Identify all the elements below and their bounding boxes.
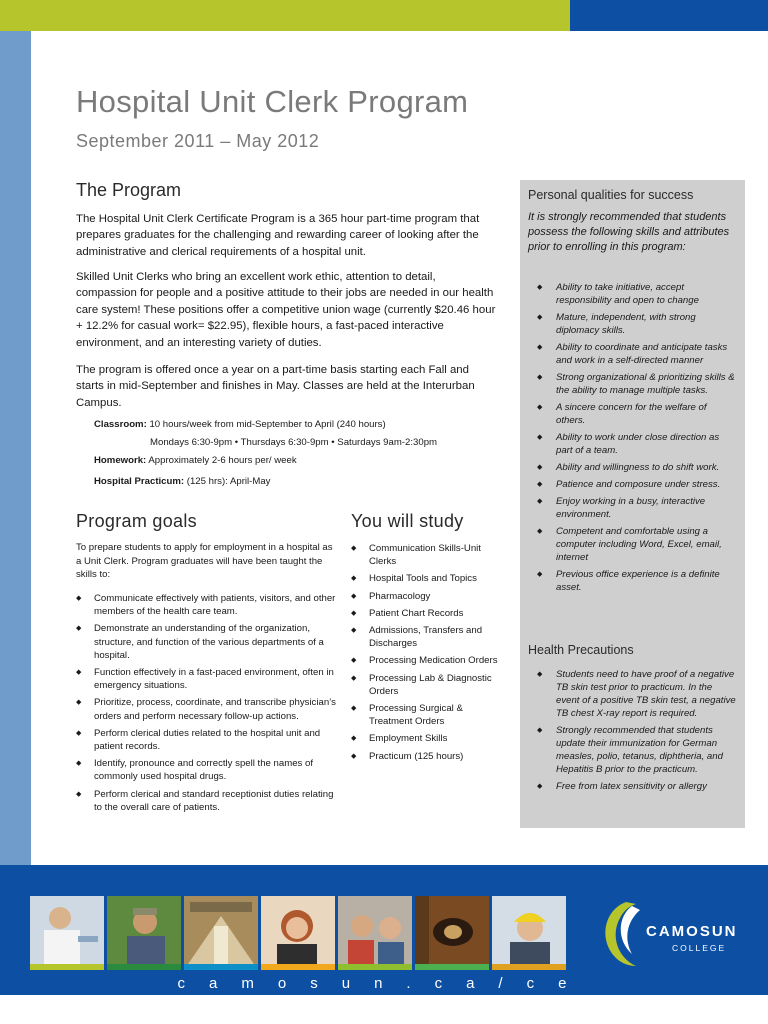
homework-value: Approximately 2-6 hours per/ week	[148, 455, 297, 466]
photo-color-bar	[338, 964, 412, 970]
top-blue-band	[570, 0, 768, 31]
list-item: ◆ Processing Lab & Diagnostic Orders	[351, 672, 501, 698]
goals-intro: To prepare students to apply for employment in a hospital as a Unit Clerk. Program graduates will have been taught the skills to:	[76, 542, 333, 581]
list-item: ◆ Mature, independent, with strong diplomacy skills.	[537, 311, 737, 337]
photo-nurse-lab	[30, 896, 104, 970]
list-item: ◆ Ability to work under close direction as part of a team.	[537, 431, 737, 457]
list-item: ◆ Perform clerical and standard receptionist duties relating to the overall care of patients.	[76, 788, 338, 814]
list-item: ◆ Perform clerical duties related to the hospital unit and patient records.	[76, 727, 338, 753]
list-item: ◆ Processing Surgical & Treatment Orders	[351, 702, 501, 728]
photo-couple	[338, 896, 412, 970]
photo-carving-image	[415, 896, 489, 970]
goals-list	[76, 592, 338, 818]
logo-name: CAMOSUN	[646, 923, 738, 940]
qualities-intro: It is strongly recommended that students possess the following skills and attributes prior to enrolling in this program:	[528, 211, 730, 253]
page-title: Hospital Unit Clerk Program	[76, 84, 469, 119]
list-item: ◆ Employment Skills	[351, 732, 501, 745]
list-item: ◆ Competent and comfortable using a computer including Word, Excel, email, internet	[537, 525, 737, 564]
photo-smiling-woman-image	[261, 896, 335, 970]
list-item: ◆ Hospital Tools and Topics	[351, 572, 501, 585]
photo-atrium-image	[184, 896, 258, 970]
list-item: ◆ Pharmacology	[351, 590, 501, 603]
logo-sub: COLLEGE	[672, 943, 727, 953]
list-item: ◆ Strong organizational & prioritizing skills & the ability to manage multiple tasks.	[537, 371, 737, 397]
list-item: ◆ Function effectively in a fast-paced environment, often in emergency situations.	[76, 666, 338, 692]
camosun-swoosh-icon	[596, 896, 756, 970]
program-paragraph-1: The Hospital Unit Clerk Certificate Program is a 365 hour part-time program that prepares graduates for the challenging and rewarding career of looking after the administrative and clerical requirements of a hospital unit.	[76, 213, 480, 258]
schedule-days: Mondays 6:30-9pm • Thursdays 6:30-9pm • Saturdays 9am-2:30pm	[150, 437, 438, 448]
list-item: ◆ Practicum (125 hours)	[351, 750, 501, 763]
classroom-value: 10 hours/week from mid-September to April (240 hours)	[149, 419, 386, 430]
photo-smiling-woman	[261, 896, 335, 970]
list-item: ◆ Free from latex sensitivity or allergy	[537, 780, 737, 793]
photo-color-bar	[184, 964, 258, 970]
list-item: ◆ Strongly recommended that students update their immunization for German measles, polio, tetanus, diphtheria, and Hepatitis B prior to the practicum.	[537, 724, 737, 776]
health-list	[537, 668, 737, 797]
photo-color-bar	[30, 964, 104, 970]
program-paragraph-2: Skilled Unit Clerks who bring an excellent work ethic, attention to detail, compassion for people and a positive attitude to their jobs are needed in our health care system! These positions offer a competitive union wage (currently $20.46 hour + 12.2% for casual work= $22.95), flexible hours, a fast-paced interactive environment, and an interesting variety of duties.	[76, 271, 496, 349]
list-item: ◆ A sincere concern for the welfare of others.	[537, 401, 737, 427]
list-item: ◆ Demonstrate an understanding of the organization, structure, and function of the various departments of a hospital.	[76, 622, 338, 662]
photo-color-bar	[107, 964, 181, 970]
list-item: ◆ Ability and willingness to do shift work.	[537, 461, 737, 474]
schedule-classroom	[94, 418, 386, 431]
top-green-band	[0, 0, 570, 31]
photo-outdoor-worker-image	[107, 896, 181, 970]
photo-outdoor-worker	[107, 896, 181, 970]
photo-strip	[30, 896, 566, 970]
homework-label: Homework:	[94, 455, 147, 466]
photo-couple-image	[338, 896, 412, 970]
study-heading: You will study	[351, 511, 464, 531]
list-item: ◆ Communication Skills-Unit Clerks	[351, 542, 501, 568]
qualities-heading: Personal qualities for success	[528, 188, 694, 202]
photo-carving	[415, 896, 489, 970]
classroom-label: Classroom:	[94, 419, 147, 430]
list-item: ◆ Identify, pronounce and correctly spell the names of commonly used hospital drugs.	[76, 757, 338, 783]
practicum-value: (125 hrs): April-May	[186, 476, 271, 487]
list-item: ◆ Ability to coordinate and anticipate tasks and work in a self-directed manner	[537, 341, 737, 367]
list-item: ◆ Communicate effectively with patients, visitors, and other members of the health care team.	[76, 592, 338, 618]
list-item: ◆ Enjoy working in a busy, interactive environment.	[537, 495, 737, 521]
list-item: ◆ Ability to take initiative, accept responsibility and open to change	[537, 281, 737, 307]
program-paragraph-3: The program is offered once a year on a part-time basis starting each Fall and starts in mid-September and finishes in May. Classes are held at the Interurban Campus.	[76, 364, 475, 409]
camosun-logo[interactable]	[596, 896, 756, 970]
list-item: ◆ Patient Chart Records	[351, 607, 501, 620]
left-blue-strip	[0, 31, 31, 865]
photo-nurse-lab-image	[30, 896, 104, 970]
goals-heading: Program goals	[76, 511, 197, 531]
photo-atrium	[184, 896, 258, 970]
health-heading: Health Precautions	[528, 643, 634, 657]
list-item: ◆ Prioritize, process, coordinate, and transcribe physician’s orders and perform necessary follow-up actions.	[76, 696, 338, 722]
photo-color-bar	[415, 964, 489, 970]
schedule-homework	[94, 454, 297, 467]
list-item: ◆ Processing Medication Orders	[351, 654, 501, 667]
photo-hardhat-worker-image	[492, 896, 566, 970]
list-item: ◆ Admissions, Transfers and Discharges	[351, 624, 501, 650]
list-item: ◆ Students need to have proof of a negative TB skin test prior to practicum. In the event of a positive TB skin test, a negative TB chest X-ray report is required.	[537, 668, 737, 720]
list-item: ◆ Previous office experience is a definite asset.	[537, 568, 737, 594]
study-list	[351, 542, 501, 767]
program-heading: The Program	[76, 180, 182, 200]
schedule-practicum	[94, 475, 270, 488]
list-item: ◆ Patience and composure under stress.	[537, 478, 737, 491]
qualities-list	[537, 281, 737, 598]
practicum-label: Hospital Practicum:	[94, 476, 185, 487]
photo-color-bar	[261, 964, 335, 970]
photo-hardhat-worker	[492, 896, 566, 970]
website-link[interactable]: camosun.ca/ce	[177, 975, 591, 992]
photo-color-bar	[492, 964, 566, 970]
page-subtitle: September 2011 – May 2012	[76, 131, 320, 151]
